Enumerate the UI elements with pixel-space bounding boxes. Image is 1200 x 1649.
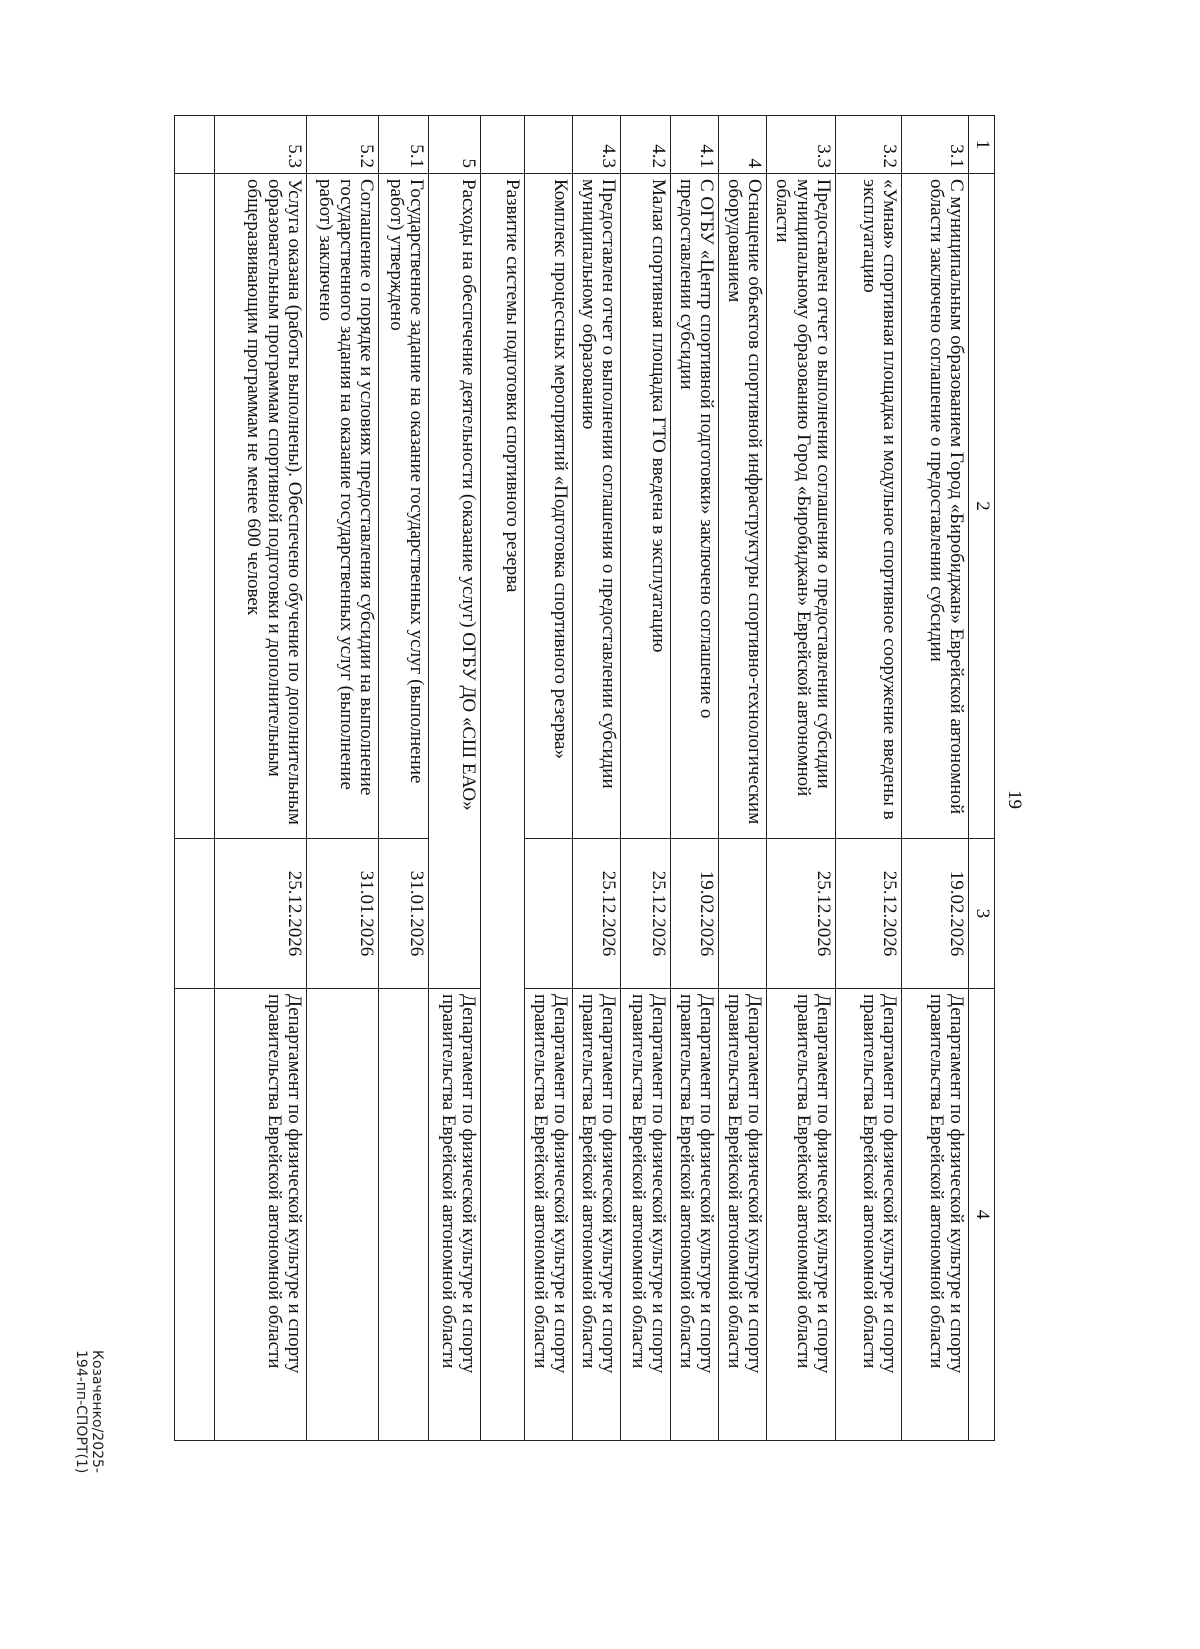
row-number: 5.3 xyxy=(215,116,307,174)
row-text: С муниципальным образованием Город «Биробиджан» Еврейской автономной области заключено соглашение о предоставлении субсидии xyxy=(902,174,969,839)
row-responsible: Департамент по физической культуре и спорту правительства Еврейской автономной области xyxy=(621,989,671,1441)
row-date: 31.01.2026 xyxy=(307,839,379,989)
row-text: С ОГБУ «Центр спортивной подготовки» заключено соглашение о предоставлении субсидии xyxy=(671,174,719,839)
row-responsible: Департамент по физической культуре и спорту правительства Еврейской автономной области xyxy=(671,989,719,1441)
row-number: 4.1 xyxy=(671,116,719,174)
row-number: 5 xyxy=(429,116,481,174)
row-date xyxy=(525,839,573,989)
row-text: Комплекс процессных мероприятий «Подготовка спортивного резерва» xyxy=(525,174,573,839)
document-footer: Козаченко/2025-194-пп-СПОРТ(1) xyxy=(73,1350,105,1474)
row-responsible xyxy=(379,989,429,1441)
section-title: Развитие системы подготовки спортивного резерва xyxy=(481,174,525,1441)
header-cell: 4 xyxy=(969,989,995,1441)
table-row xyxy=(621,116,671,1441)
row-responsible: Департамент по физической культуре и спорту правительства Еврейской автономной области xyxy=(836,989,902,1441)
table-row xyxy=(719,116,767,1441)
table-row xyxy=(836,116,902,1441)
row-responsible xyxy=(175,989,215,1441)
header-cell: 3 xyxy=(969,839,995,989)
row-responsible: Департамент по физической культуре и спорту правительства Еврейской автономной области xyxy=(525,989,573,1441)
table-row xyxy=(481,116,525,1441)
row-responsible xyxy=(307,989,379,1441)
row-number: 5.2 xyxy=(307,116,379,174)
row-date xyxy=(175,839,215,989)
table-row xyxy=(671,116,719,1441)
row-number: 3.3 xyxy=(767,116,836,174)
row-text: «Умная» спортивная площадка и модульное спортивное сооружение введены в эксплуатацию xyxy=(836,174,902,839)
row-number: 4.3 xyxy=(573,116,621,174)
table-row xyxy=(429,116,481,1441)
row-text: Расходы на обеспечение деятельности (оказание услуг) ОГБУ ДО «СШ ЕАО» xyxy=(429,174,481,989)
table-row xyxy=(379,116,429,1441)
row-responsible: Департамент по физической культуре и спорту правительства Еврейской автономной области xyxy=(429,989,481,1441)
row-number: 3.2 xyxy=(836,116,902,174)
row-number: 4.2 xyxy=(621,116,671,174)
row-responsible: Департамент по физической культуре и спорту правительства Еврейской автономной области xyxy=(902,989,969,1441)
row-responsible: Департамент по физической культуре и спорту правительства Еврейской автономной области xyxy=(767,989,836,1441)
table-header-row xyxy=(969,116,995,1441)
row-date: 25.12.2026 xyxy=(215,839,307,989)
row-date: 19.02.2026 xyxy=(902,839,969,989)
row-text: Предоставлен отчет о выполнении соглашения о предоставлении субсидии муниципальному образованию xyxy=(573,174,621,839)
table-row xyxy=(525,116,573,1441)
row-date: 25.12.2026 xyxy=(767,839,836,989)
row-text: Соглашение о порядке и условиях предоставления субсидии на выполнение государственного задания на оказание государственных услуг (выполнение работ) заключено xyxy=(307,174,379,839)
row-date: 31.01.2026 xyxy=(379,839,429,989)
table-row xyxy=(573,116,621,1441)
row-responsible: Департамент по физической культуре и спорту правительства Еврейской автономной области xyxy=(573,989,621,1441)
table-row xyxy=(215,116,307,1441)
row-number: 5.1 xyxy=(379,116,429,174)
row-text: Государственное задание на оказание государственных услуг (выполнение работ) утверждено xyxy=(379,174,429,839)
row-date: 25.12.2026 xyxy=(836,839,902,989)
row-number: 4 xyxy=(719,116,767,174)
row-number: 3.1 xyxy=(902,116,969,174)
row-responsible: Департамент по физической культуре и спорту правительства Еврейской автономной области xyxy=(719,989,767,1441)
row-text: Предоставлен отчет о выполнении соглашения о предоставлении субсидии муниципальному образованию Город «Биробиджан» Еврейской автономной области xyxy=(767,174,836,839)
row-text xyxy=(175,174,215,839)
row-number xyxy=(481,116,525,174)
header-cell: 1 xyxy=(969,116,995,174)
table-row xyxy=(767,116,836,1441)
header-cell: 2 xyxy=(969,174,995,839)
row-text: Оснащение объектов спортивной инфраструктуры спортивно-технологическим оборудованием xyxy=(719,174,767,839)
row-number xyxy=(525,116,573,174)
table-row xyxy=(175,116,215,1441)
page-number: 19 xyxy=(1004,790,1025,809)
row-text: Услуга оказана (работы выполнены). Обеспечено обучение по дополнительным образовательным программам спортивной подготовки и дополнительным общеразвивающим программам не менее 600 человек xyxy=(215,174,307,839)
table-row xyxy=(307,116,379,1441)
row-date xyxy=(719,839,767,989)
row-text: Малая спортивная площадка ГТО введена в эксплуатацию xyxy=(621,174,671,839)
table-row xyxy=(902,116,969,1441)
row-date: 25.12.2026 xyxy=(621,839,671,989)
row-date: 19.02.2026 xyxy=(671,839,719,989)
plan-table xyxy=(174,115,995,1441)
row-date: 25.12.2026 xyxy=(573,839,621,989)
row-number xyxy=(175,116,215,174)
row-responsible: Департамент по физической культуре и спорту правительства Еврейской автономной области xyxy=(215,989,307,1441)
